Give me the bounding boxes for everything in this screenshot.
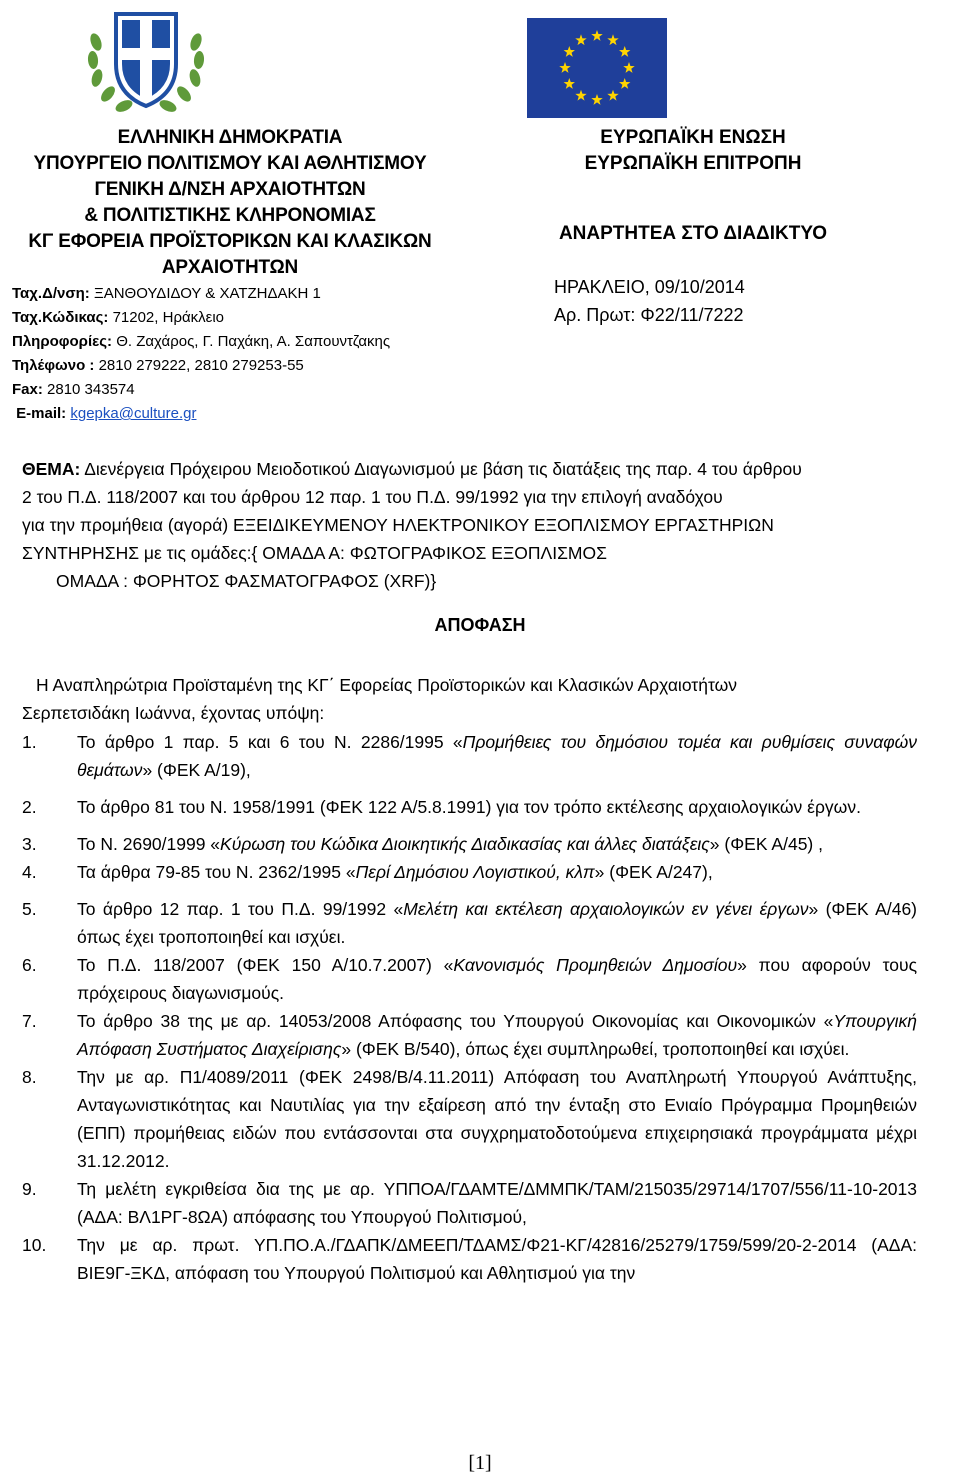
item-text: Το Π.Δ. 118/2007 (ΦΕΚ 150 Α/10.7.2007) «Κανονισμός Προμηθειών Δημοσίου» που αφορούν τους πρόχειρους διαγωνισμούς. [77,955,918,1003]
list-item [22,951,917,1007]
item-text: Τη μελέτη εγκριθείσα δια της με αρ. ΥΠΠΟΑ/ΓΔΑΜΤΕ/ΔΜΜΠΚ/ΤΑΜ/215035/29714/1707/556/11-10-2013 (ΑΔΑ: ΒΛ1ΡΓ-8ΩΑ) απόφασης του Υπουργού Πολιτισμού, [77,1179,917,1227]
subject-block [22,455,942,595]
item-text: Το άρθρο 12 παρ. 1 του Π.Δ. 99/1992 «Μελέτη και εκτέλεση αρχαιολογικών εν γένει έργων» (ΦΕΚ Α/46) όπως έχει τροποποιηθεί και ισχύει. [77,899,918,947]
list-item [22,858,917,886]
fax-row [12,378,460,402]
intro-line: Η Αναπληρώτρια Προϊσταμένη της ΚΓ΄ Εφορείας Προϊστορικών και Κλασικών Αρχαιοτήτων [36,675,738,695]
list-item [22,1063,917,1175]
greek-emblem-icon [82,2,210,120]
subject-line: ΟΜΑΔΑ : ΦΟΡΗΤΟΣ ΦΑΣΜΑΤΟΓΡΑΦΟΣ (XRF)} [56,571,437,591]
fax-label: Fax: [12,381,43,398]
subject-label: ΘΕΜΑ: [22,459,81,479]
info-label: Πληροφορίες: [12,333,113,350]
address-row [12,282,460,306]
eu-header [548,125,838,329]
phone-row [12,354,460,378]
address-label: Ταχ.Δ/νση: [12,285,90,302]
item-number: 6. [22,955,37,975]
page-number: [1] [468,1452,492,1474]
intro-block [22,671,942,727]
protocol-number: Αρ. Πρωτ: Φ22/11/7222 [554,305,744,325]
subject-line: ΣΥΝΤΗΡΗΣΗΣ με τις ομάδες:{ ΟΜΑΔΑ Α: ΦΩΤΟΓΡΑΦΙΚΟΣ ΕΞΟΠΛΙΣΜΟΣ [22,543,607,563]
list-item [22,1175,917,1231]
item-number: 9. [22,1179,37,1199]
email-link[interactable]: kgepka@culture.gr [70,405,197,422]
item-number: 10. [22,1235,47,1255]
item-number: 3. [22,834,37,854]
intro-line: Σερπετσιδάκη Ιωάννα, έχοντας υπόψη: [22,703,325,723]
subject-line: Διενέργεια Πρόχειρου Μειοδοτικού Διαγωνισμού με βάση τις διατάξεις της παρ. 4 του άρθρου [84,459,802,479]
info-row [12,330,460,354]
list-item [22,793,917,821]
postcode-value: 71202, Ηράκλειο [112,309,225,326]
item-text: Την με αρ. Π1/4089/2011 (ΦΕΚ 2498/Β/4.11.2011) Απόφαση του Αναπληρωτή Υπουργού Ανάπτυξης, Ανταγωνιστικότητας και Ναυτιλίας για την εξαίρεση από την ένταξη στο Ενιαίο Πρόγραμμα Προμηθειών (ΕΠΠ) προμήθειας ειδών που εντάσσονται στα συγχρηματοδοτούμενα επιχειρησιακά προγράμματα μέχρι 31.12.2012. [77,1067,917,1171]
item-number: 4. [22,862,37,882]
org-line: ΑΡΧΑΙΟΤΗΤΩΝ [161,257,299,278]
doc-meta [548,273,838,329]
decision-title: ΑΠΟΦΑΣΗ [434,615,526,635]
item-number: 8. [22,1067,37,1087]
org-line: ΓΕΝΙΚΗ Δ/ΝΣΗ ΑΡΧΑΙΟΤΗΤΩΝ [94,179,366,200]
org-line: & ΠΟΛΙΤΙΣΤΙΚΗΣ ΚΛΗΡΟΝΟΜΙΑΣ [84,205,376,226]
eu-commission-line: ΕΥΡΩΠΑΪΚΗ ΕΠΙΤΡΟΠΗ [584,153,802,174]
org-line: ΚΓ ΕΦΟΡΕΙΑ ΠΡΟΪΣΤΟΡΙΚΩΝ ΚΑΙ ΚΛΑΣΙΚΩΝ [28,231,432,252]
list-item [22,728,917,784]
email-row [12,402,460,426]
place-date: ΗΡΑΚΛΕΙΟ, 09/10/2014 [554,277,745,297]
contact-info [0,282,460,426]
item-number: 2. [22,797,37,817]
address-value: ΞΑΝΘΟΥΔΙΔΟΥ & ΧΑΤΖΗΔΑΚΗ 1 [93,285,321,302]
email-label: E-mail: [16,405,67,422]
phone-label: Τηλέφωνο : [12,357,95,374]
list-item [22,830,917,858]
list-item [22,895,917,951]
eu-line: ΕΥΡΩΠΑΪΚΗ ΕΝΩΣΗ [600,127,786,148]
fax-value: 2810 343574 [47,381,135,398]
item-text: Το άρθρο 38 της με αρ. 14053/2008 Απόφασης του Υπουργού Οικονομίας και Οικονομικών «Υπουργική Απόφαση Συστήματος Διαχείρισης» (ΦΕΚ Β/540), όπως έχει συμπληρωθεί, τροποποιηθεί και ισχύει. [77,1011,917,1059]
postcode-row [12,306,460,330]
item-number: 1. [22,732,37,752]
list-item [22,1231,917,1287]
list-item [22,1007,917,1063]
item-text: Το Ν. 2690/1999 «Κύρωση του Κώδικα Διοικητικής Διαδικασίας και άλλες διατάξεις» (ΦΕΚ Α/45) , [77,834,823,854]
item-text: Το άρθρο 81 του Ν. 1958/1991 (ΦΕΚ 122 Α/5.8.1991) για τον τρόπο εκτέλεσης αρχαιολογικών έργων. [77,797,861,817]
item-number: 7. [22,1011,37,1031]
org-line: ΥΠΟΥΡΓΕΙΟ ΠΟΛΙΤΙΣΜΟΥ ΚΑΙ ΑΘΛΗΤΙΣΜΟΥ [33,153,427,174]
org-line: ΕΛΛΗΝΙΚΗ ΔΗΜΟΚΡΑΤΙΑ [117,127,343,148]
item-text: Το άρθρο 1 παρ. 5 και 6 του Ν. 2286/1995 «Προμήθειες του δημόσιου τομέα και ρυθμίσεις συναφών θεμάτων» (ΦΕΚ Α/19), [77,732,917,780]
phone-value: 2810 279222, 2810 279253-55 [98,357,304,374]
item-text: Την με αρ. πρωτ. ΥΠ.ΠΟ.Α./ΓΔΑΠΚ/ΔΜΕΕΠ/ΤΔΑΜΣ/Φ21-ΚΓ/42816/25279/1759/599/20-2-2014 (ΑΔΑ: ΒΙΕ9Γ-ΞΚΔ, απόφαση του Υπουργού Πολιτισμού και Αθλητισμού για την [77,1235,917,1283]
postcode-label: Ταχ.Κώδικας: [12,309,109,326]
eu-flag-icon [527,18,667,118]
item-number: 5. [22,899,37,919]
posting-notice: ΑΝΑΡΤΗΤΕΑ ΣΤΟ ΔΙΑΔΙΚΤΥΟ [558,223,828,244]
info-value: Θ. Ζαχάρος, Γ. Παχάκη, Α. Σαπουντζακης [116,333,391,350]
subject-line: 2 του Π.Δ. 118/2007 και του άρθρου 12 παρ. 1 του Π.Δ. 99/1992 για την επιλογή αναδόχου [22,487,723,507]
considerations-list [22,728,917,1287]
subject-line: για την προμήθεια (αγορά) ΕΞΕΙΔΙΚΕΥΜΕΝΟΥ ΗΛΕΚΤΡΟΝΙΚΟΥ ΕΞΟΠΛΙΣΜΟΥ ΕΡΓΑΣΤΗΡΙΩΝ [22,515,774,535]
item-text: Τα άρθρα 79-85 του Ν. 2362/1995 «Περί Δημόσιου Λογιστικού, κλπ» (ΦΕΚ Α/247), [77,862,713,882]
sender-header [0,125,460,426]
